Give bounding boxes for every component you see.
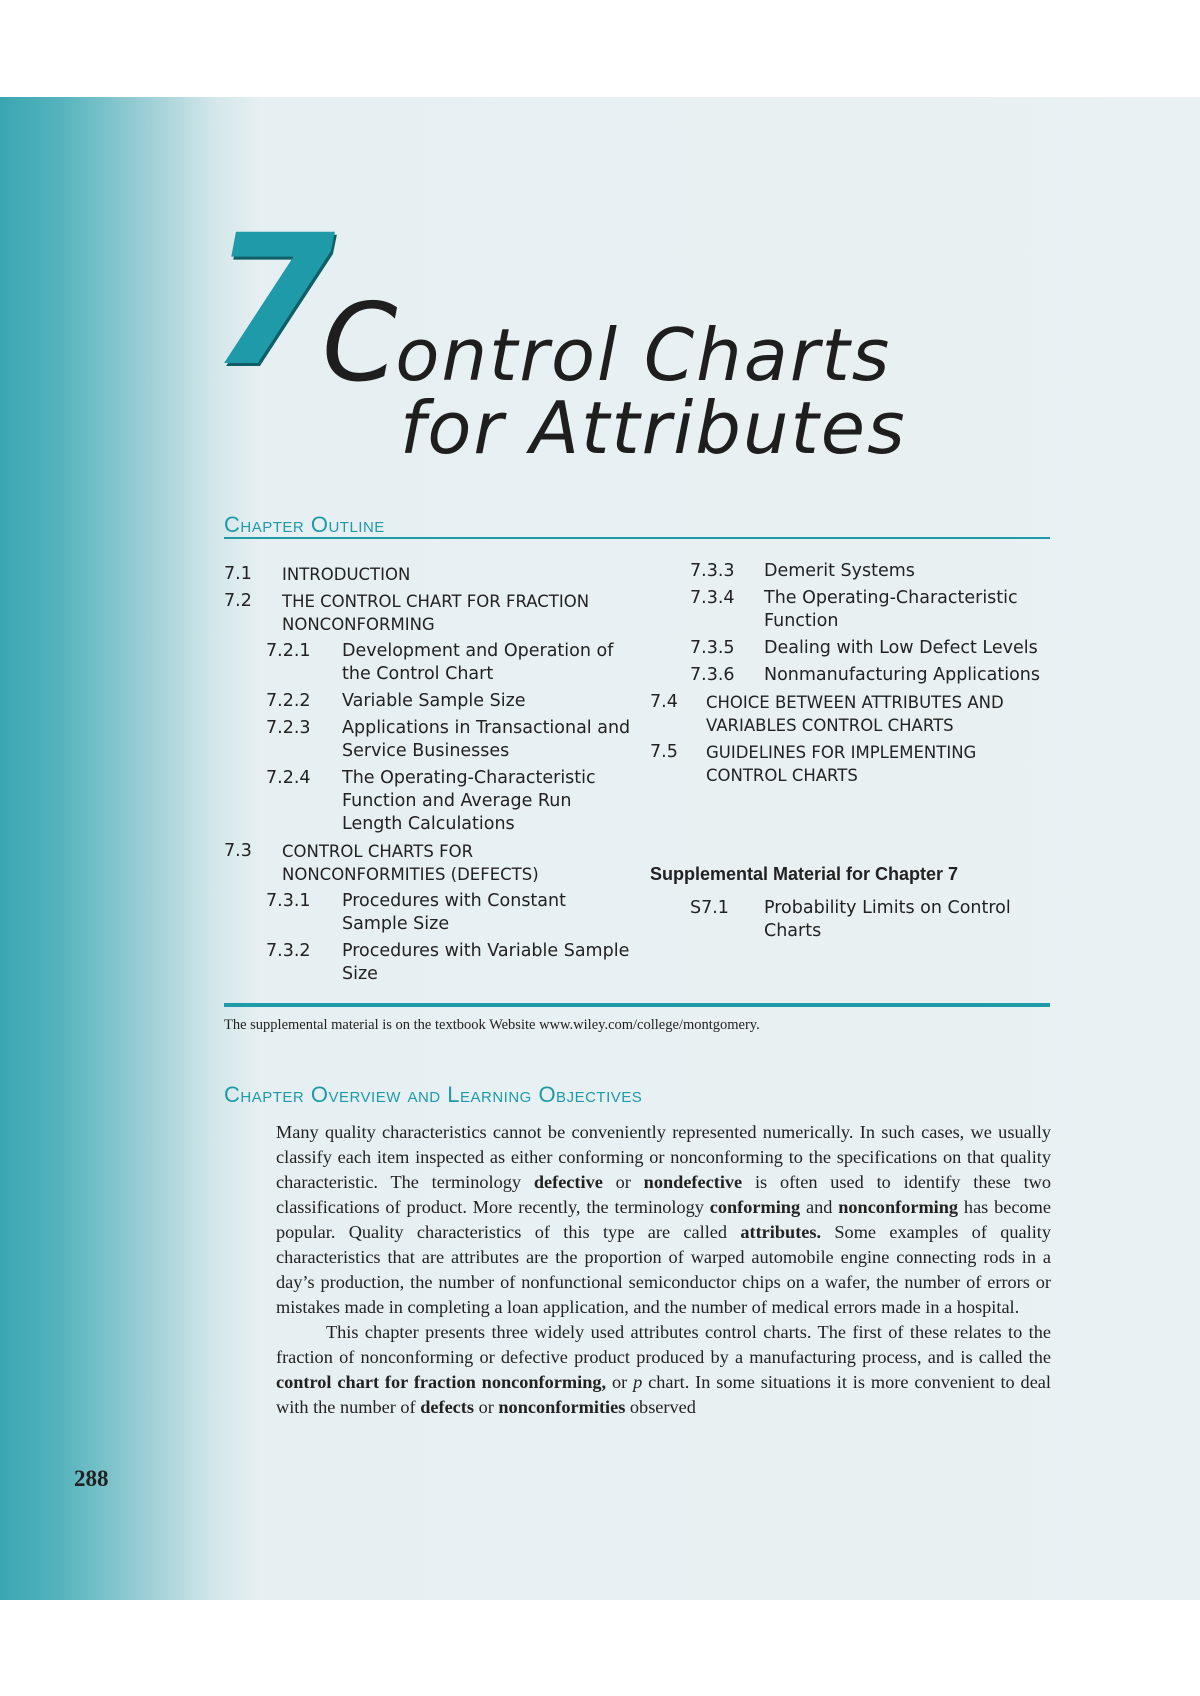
supplemental-footnote: The supplemental material is on the textbook Website www.wiley.com/college/montgomery. [224, 1017, 760, 1033]
chapter-title-line1 [322, 281, 892, 406]
outline-item: 7.2.4 The Operating-Characteristic Function and Average Run Length Calculations [266, 768, 596, 834]
outline-item: 7.2 THE CONTROL CHART FOR FRACTION NONCONFORMING [224, 591, 590, 634]
outline-item: 7.3.2 Procedures with Variable Sample Size [266, 941, 630, 984]
overview-heading: Chapter Overview and Learning Objectives [224, 1082, 643, 1107]
outline-item: 7.2.1 Development and Operation of the Control Chart [266, 641, 614, 684]
outline-item: 7.5 GUIDELINES FOR IMPLEMENTING CONTROL CHARTS [650, 742, 977, 785]
outline-right-column [650, 560, 1055, 791]
outline-item: 7.3.3 Demerit Systems [690, 561, 915, 581]
outline-item: S7.1 Probability Limits on Control Charts [690, 898, 1011, 941]
outline-bottom-rule [224, 1003, 1050, 1007]
chapter-title-line1-rest: ontrol Charts [395, 313, 892, 397]
outline-item: 7.3.6 Nonmanufacturing Applications [690, 665, 1041, 685]
outline-rule [224, 537, 1050, 539]
outline-item: 7.3.1 Procedures with Constant Sample Size [266, 891, 566, 934]
outline-left-column [224, 563, 634, 990]
chapter-number: 7 [210, 197, 336, 406]
outline-item: 7.3 CONTROL CHARTS FOR NONCONFORMITIES (DEFECTS) [224, 841, 539, 884]
outline-item: 7.3.5 Dealing with Low Defect Levels [690, 638, 1038, 658]
outline-item: 7.4 CHOICE BETWEEN ATTRIBUTES AND VARIABLES CONTROL CHARTS [650, 692, 1004, 735]
outline-item: 7.2.3 Applications in Transactional and Service Businesses [266, 718, 631, 761]
outline-item: 7.3.4 The Operating-Characteristic Function [690, 588, 1018, 631]
supplemental-heading: Supplemental Material for Chapter 7 [650, 864, 959, 884]
outline-item: 7.1 INTRODUCTION [224, 564, 411, 584]
outline-heading: Chapter Outline [224, 512, 385, 537]
overview-paragraph-1: Many quality characteristics cannot be conveniently represented numerically. In such cases, we usually classify each item inspected as either conforming or nonconforming to the specifications on that quality characteristic. The terminology defective or nondefective is often used to identify these two classifications of product. More recently, the terminology conforming and nonconforming has become popular. Quality characteristics of this type are called attributes. Some examples of quality characteristics that are attributes are the proportion of warped automobile engine connecting rods in a day’s production, the number of nonfunctional semiconductor chips on a wafer, the number of errors or mistakes made in completing a loan application, and the number of medical errors made in a hospital. [276, 1122, 1052, 1317]
chapter-title-initial: C [322, 281, 400, 406]
overview-paragraph-2: This chapter presents three widely used attributes control charts. The first of these relates to the fraction of nonconforming or defective product produced by a manufacturing process, and is called the control chart for fraction nonconforming, or p chart. In some situations it is more convenient to deal with the number of defects or nonconformities observed [276, 1322, 1052, 1417]
supplemental-list [650, 897, 1055, 947]
page-number: 288 [74, 1466, 109, 1491]
overview-body [276, 1120, 1051, 1420]
outline-item: 7.2.2 Variable Sample Size [266, 691, 526, 711]
chapter-title-line2: for Attributes [400, 386, 907, 470]
